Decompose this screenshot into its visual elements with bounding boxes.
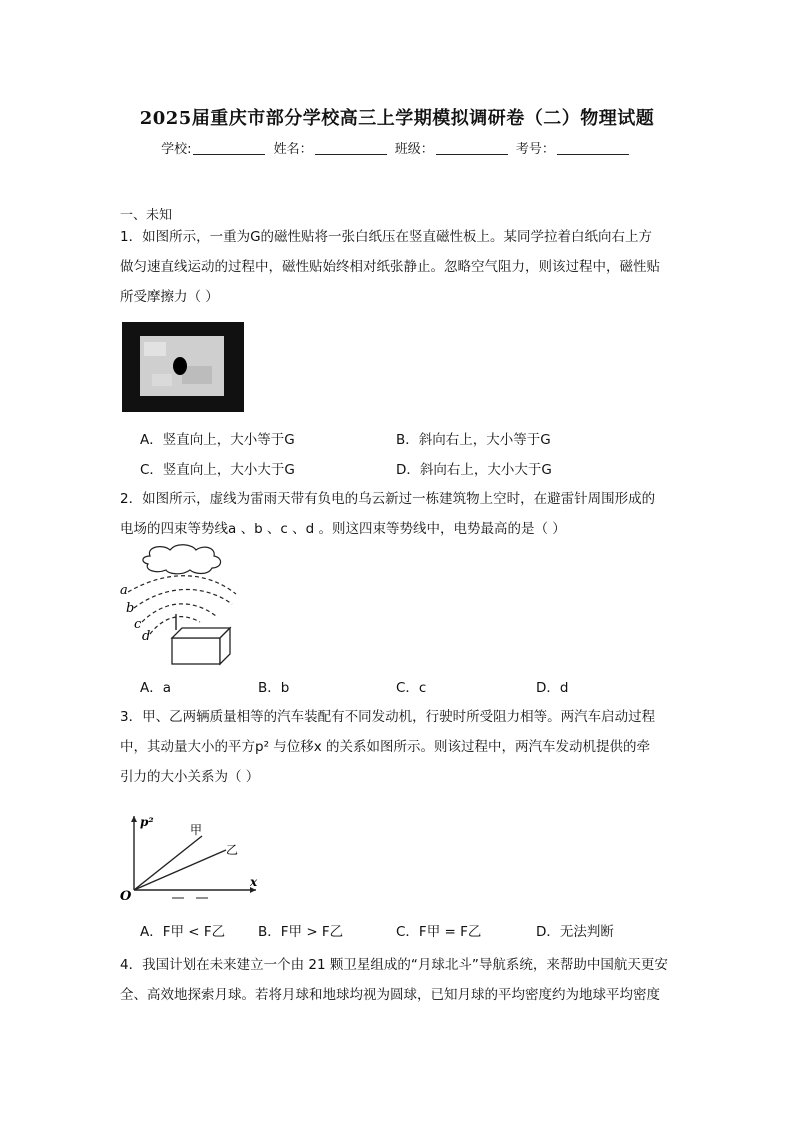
line-jia (134, 836, 202, 890)
q2-option-b[interactable]: B．b (258, 680, 290, 696)
question-line: 做匀速直线运动的过程中，磁性贴始终相对纸张静止。忽略空气阻力，则该过程中，磁性贴 (120, 259, 660, 275)
section-heading: 一、未知 (120, 208, 173, 223)
q1-option-a[interactable]: A．竖直向上，大小等于G (140, 432, 295, 448)
equipotential-label-a: a (120, 583, 128, 598)
x-axis-label: x (250, 875, 258, 889)
building-front (172, 638, 220, 664)
q3-option-b[interactable]: B．F甲 > F乙 (258, 924, 344, 940)
question-line: 3．甲、乙两辆质量相等的汽车装配有不同发动机，行驶时所受阻力相等。两汽车启动过程 (120, 709, 656, 725)
exam-number-label: 考号： (515, 142, 555, 157)
name-blank[interactable] (315, 142, 387, 155)
storm-cloud-figure (116, 542, 246, 668)
question-line: 1．如图所示，一重为G的磁性贴将一张白纸压在竖直磁性板上。某同学拉着白纸向右上方 (120, 229, 653, 245)
question-line: 中，其动量大小的平方p² 与位移x 的关系如图所示。则该过程中，两汽车发动机提供的牵 (120, 739, 651, 755)
question-3-text (120, 702, 676, 792)
q1-option-c[interactable]: C．竖直向上，大小大于G (140, 462, 295, 478)
q1-option-d[interactable]: D．斜向右上，大小大于G (396, 462, 552, 478)
question-line: 引力的大小关系为（ ） (120, 769, 260, 785)
class-label: 班级： (394, 142, 434, 157)
y-axis-label: p² (140, 815, 154, 829)
question-4-text (120, 950, 676, 1010)
q1-option-b[interactable]: B．斜向右上，大小等于G (396, 432, 551, 448)
q3-option-c[interactable]: C．F甲 = F乙 (396, 924, 482, 940)
question-line: 电场的四束等势线a 、b 、c 、d 。则这四束等势线中，电势最高的是（ ） (120, 521, 566, 537)
question-2-text (120, 484, 676, 544)
school-label: 学校: (161, 142, 192, 157)
question-line: 全、高效地探索月球。若将月球和地球均视为圆球，已知月球的平均密度约为地球平均密度 (120, 987, 660, 1003)
q2-option-a[interactable]: A．a (140, 680, 172, 696)
line-yi-label: 乙 (226, 843, 239, 857)
page-title: 2025届重庆市部分学校高三上学期模拟调研卷（二）物理试题 (139, 108, 655, 129)
magnet-disc (173, 357, 187, 375)
origin-label: O (120, 889, 132, 904)
q3-option-d[interactable]: D．无法判断 (536, 924, 614, 940)
equipotential-label-c: c (134, 617, 142, 632)
name-label: 姓名： (273, 142, 313, 157)
q2-option-d[interactable]: D．d (536, 680, 569, 696)
momentum-displacement-graph (118, 810, 264, 906)
line-jia-label: 甲 (190, 823, 203, 837)
equipotential-label-d: d (142, 629, 151, 644)
question-line: 2．如图所示，虚线为雷雨天带有负电的乌云新过一栋建筑物上空时，在避雷针周围形成的 (120, 491, 656, 507)
q3-option-a[interactable]: A．F甲 < F乙 (140, 924, 226, 940)
question-line: 4．我国计划在未来建立一个由 21 颗卫星组成的“月球北斗”导航系统，来帮助中国航天更安 (120, 957, 668, 973)
question-1-text (120, 222, 676, 312)
question-line: 所受摩擦力（ ） (120, 289, 219, 305)
school-blank[interactable] (193, 142, 265, 155)
q2-option-c[interactable]: C．c (396, 680, 427, 696)
line-yi (134, 850, 226, 890)
student-info-row (0, 138, 794, 157)
magnetic-board-figure (122, 322, 244, 412)
equipotential-label-b: b (126, 601, 135, 616)
exam-number-blank[interactable] (557, 142, 629, 155)
cloud-shape (143, 545, 221, 574)
class-blank[interactable] (436, 142, 508, 155)
